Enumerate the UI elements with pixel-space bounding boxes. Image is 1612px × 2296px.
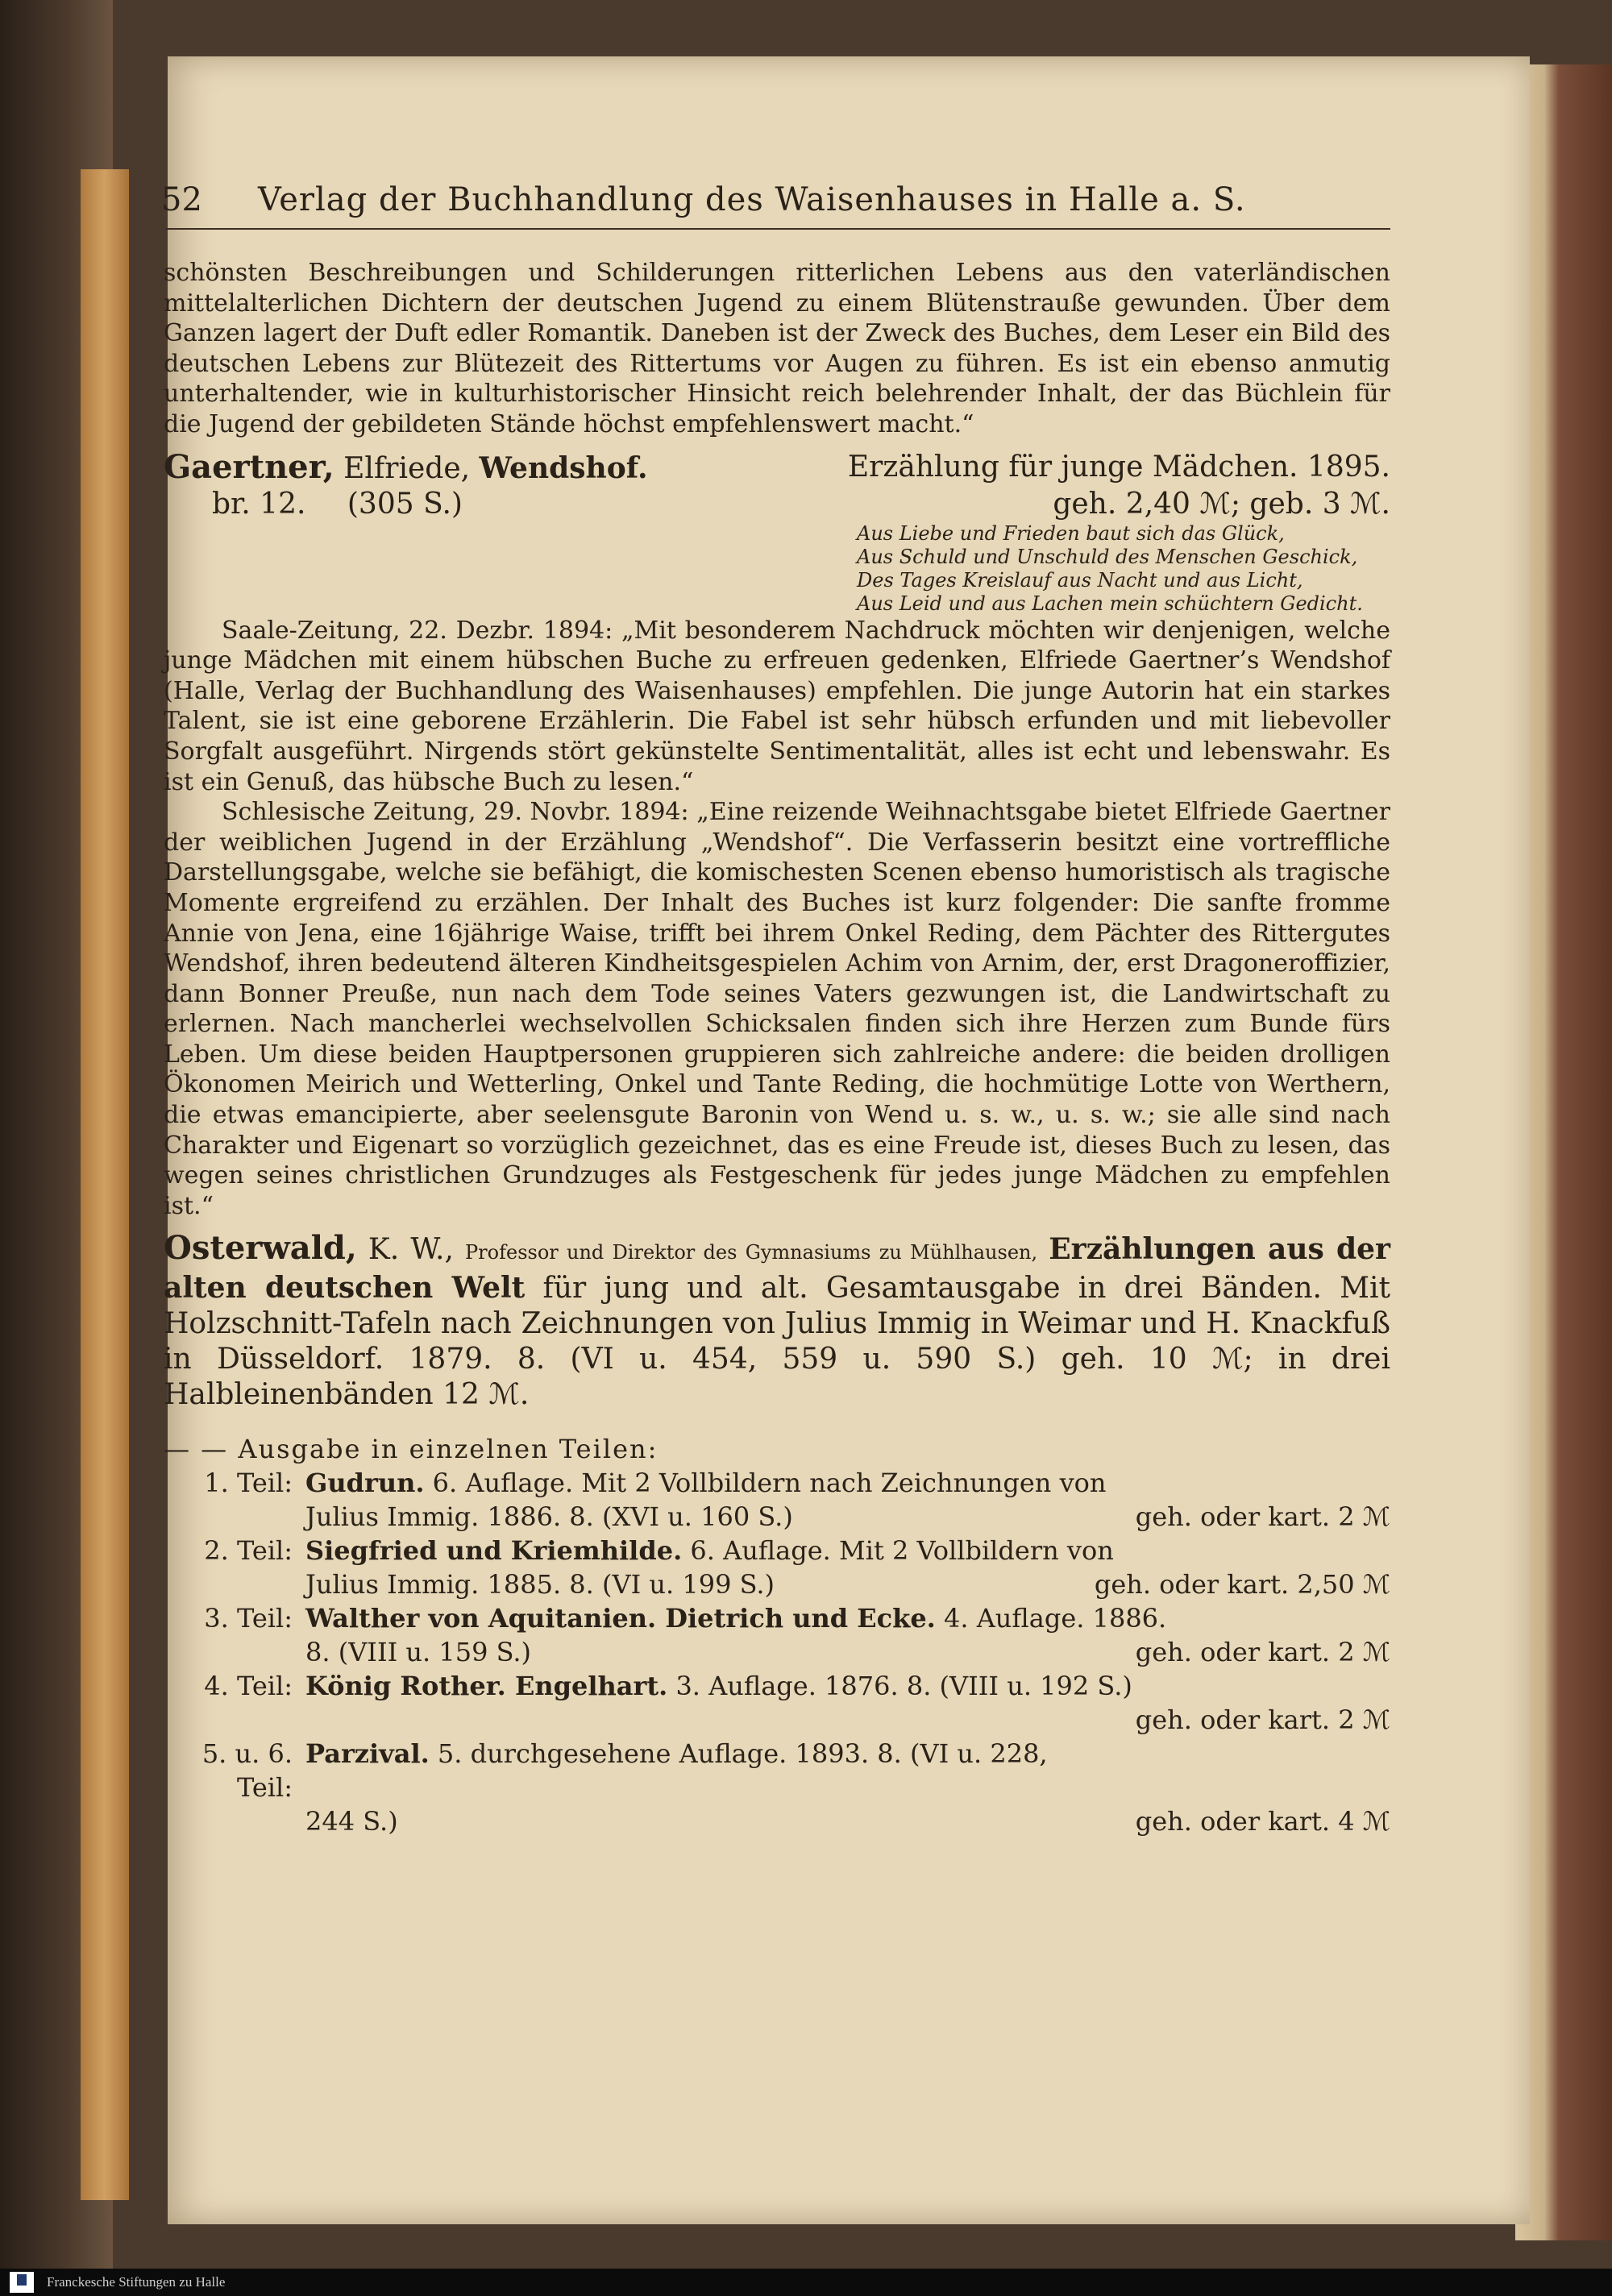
running-title: Verlag der Buchhandlung des Waisenhauses in Halle a. S. <box>258 181 1246 218</box>
parts-list <box>164 1432 1390 1838</box>
part-number: 1. Teil: <box>204 1468 293 1499</box>
entry-book-title: Erzählungen aus der alten deutschen Welt <box>164 1232 1390 1306</box>
part-detail-line2: 8. (VIII u. 159 S.) <box>305 1637 532 1668</box>
list-item <box>164 1534 1390 1601</box>
motto-verse <box>857 522 1390 616</box>
entry-description: für jung und alt. Gesamtausgabe in drei Bänden. Mit Holzschnitt-Tafeln nach Zeichnungen von Julius Immig in Weimar und H. Knackfuß in Düsseldorf. 1879. 8. (VI u. 454, 559 u. 590 S.) geh. 10 ℳ; in drei Halbleinenbänden 12 ℳ. <box>164 1272 1390 1412</box>
motto-line: Des Tages Kreislauf aus Nacht und aus Licht, <box>857 568 1303 592</box>
part-title: Parzival. <box>305 1738 430 1770</box>
part-title: König Rother. Engelhart. <box>305 1671 668 1702</box>
part-detail-line2: Julius Immig. 1885. 8. (VI u. 199 S.) <box>305 1569 775 1601</box>
osterwald-entry <box>164 1231 1390 1413</box>
part-price: geh. oder kart. 2 ℳ <box>1135 1501 1390 1533</box>
part-title: Gudrun. <box>305 1468 425 1499</box>
institution-label: Franckesche Stiftungen zu Halle <box>47 2274 226 2290</box>
archive-footer <box>0 2269 1612 2296</box>
entry-subtitle: Erzählung für junge Mädchen. <box>847 450 1298 484</box>
part-detail: 6. Auflage. Mit 2 Vollbildern von <box>690 1535 1114 1567</box>
part-title: Walther von Aquitanien. Dietrich und Ecke. <box>305 1603 936 1634</box>
part-detail-line2: Julius Immig. 1886. 8. (XVI u. 160 S.) <box>305 1501 793 1533</box>
parts-subheading: — — Ausgabe in einzelnen Teilen: <box>164 1434 659 1465</box>
part-detail: 6. Auflage. Mit 2 Vollbildern nach Zeichnungen von <box>432 1468 1107 1499</box>
list-item <box>164 1669 1390 1737</box>
part-number: 2. Teil: <box>204 1535 293 1567</box>
entry-pages: (305 S.) <box>347 487 463 521</box>
part-title: Siegfried und Kriemhilde. <box>305 1535 683 1567</box>
entry-first-name: Elfriede, <box>343 451 471 485</box>
gaertner-entry <box>164 447 1390 522</box>
part-price: geh. oder kart. 2 ℳ <box>1135 1637 1390 1668</box>
page-number: 52 <box>161 181 202 218</box>
header-rule <box>165 228 1390 230</box>
part-detail: 5. durchgesehene Auflage. 1893. 8. (VI u. 228, <box>437 1738 1048 1770</box>
part-number: 4. Teil: <box>204 1671 293 1702</box>
part-price: geh. oder kart. 4 ℳ <box>1135 1806 1390 1837</box>
part-detail: 3. Auflage. 1876. 8. (VIII u. 192 S.) <box>675 1671 1132 1702</box>
part-number: 3. Teil: <box>204 1603 293 1634</box>
intro-paragraph: schönsten Beschreibungen und Schilderungen ritterlichen Lebens aus den vaterländischen mittelalterlichen Dichtern der deutschen Jugend zu einem Blütenstrauße gewunden. Über dem Ganzen lagert der Duft edler Romantik. Daneben ist der Zweck des Buches, dem Leser ein Bild des deutschen Lebens zur Blütezeit des Rittertums vor Augen zu führen. Es ist ein ebenso anmutig unterhaltender, wie in kulturhistorischer Hinsicht reich belehrender Inhalt, der das Büchlein für die Jugend der gebildeten Stände höchst empfehlenswert macht.“ <box>164 259 1390 438</box>
part-detail: 4. Auflage. 1886. <box>943 1603 1167 1634</box>
part-price: geh. oder kart. 2,50 ℳ <box>1094 1569 1390 1601</box>
part-price: geh. oder kart. 2 ℳ <box>1135 1704 1390 1736</box>
entry-initials: K. W., <box>368 1233 454 1267</box>
part-number: 5. u. 6. Teil: <box>202 1738 293 1804</box>
motto-line: Aus Leid und aus Lachen mein schüchtern Gedicht. <box>857 592 1363 615</box>
entry-price: geh. 2,40 ℳ; geb. 3 ℳ. <box>1053 487 1390 521</box>
entry-author: Osterwald, <box>164 1229 357 1268</box>
book-cover-right <box>1515 64 1612 2240</box>
review-saale-zeitung: Saale-Zeitung, 22. Dezbr. 1894: „Mit besonderem Nachdruck möchten wir denjenigen, welche junge Mädchen mit einem hübschen Buche zu erfreuen gedenken, Elfriede Gaertner’s Wendshof (Halle, Verlag der Buchhandlung des Waisenhauses) empfehlen. Die junge Autorin hat ein starkes Talent, sie ist eine geborene Erzählerin. Die Fabel ist sehr hübsch erfunden und mit liebevoller Sorgfalt ausgeführt. Nirgends stört gekünstelte Sentimentalität, alles ist echt und lebenswahr. Es ist ein Genuß, das hübsche Buch zu lesen.“ <box>164 616 1390 796</box>
entry-author: Gaertner, <box>164 447 334 486</box>
list-item <box>164 1601 1390 1669</box>
running-header <box>161 181 1386 230</box>
list-item <box>164 1737 1390 1838</box>
entry-author-role: Professor und Direktor des Gymnasiums zu Mühlhausen, <box>465 1241 1038 1264</box>
entry-format: br. 12. <box>212 487 306 521</box>
page-body <box>164 258 1390 1838</box>
list-item <box>164 1466 1390 1534</box>
book-spine-edge <box>81 169 129 2200</box>
entry-year: 1895. <box>1307 450 1390 484</box>
motto-line: Aus Schuld und Unschuld des Menschen Geschick, <box>857 545 1358 568</box>
review-schlesische-zeitung: Schlesische Zeitung, 29. Novbr. 1894: „Eine reizende Weihnachtsgabe bietet Elfriede Gaertner der weiblichen Jugend in der Erzählung „Wendshof“. Die Verfasserin besitzt eine vortreffliche Darstellungsgabe, welche sie befähigt, die komischesten Scenen ebenso humoristisch als tragische Momente ergreifend zu erzählen. Der Inhalt des Buches ist kurz folgender: Die sanfte fromme Annie von Jena, eine 16jährige Waise, trifft bei ihrem Onkel Reding, dem Pächter des Rittergutes Wendshof, ihren bedeutend älteren Kindheitsgespielen Achim von Arnim, der, erst Dragoneroffizier, dann Bonner Preuße, nun nach dem Tode seines Vaters gezwungen ist, die Landwirtschaft zu erlernen. Nach mancherlei wechselvollen Schicksalen finden sich ihre Herzen zum Bunde fürs Leben. Um diese beiden Hauptpersonen gruppieren sich zahlreiche andere: die beiden drolligen Ökonomen Meirich und Wetterling, Onkel und Tante Reding, die hochmütige Lotte von Werthern, die etwas emancipierte, aber seelensgute Baronin von Wend u. s. w., u. s. w.; sie alle sind nach Charakter und Eigenart so vorzüglich gezeichnet, das es eine Freude ist, dieses Buch zu lesen, das wegen seines christlichen Grundzuges als Festgeschenk für jedes junge Mädchen zu empfehlen ist.“ <box>164 798 1390 1220</box>
motto-line: Aus Liebe und Frieden baut sich das Glück, <box>857 521 1285 545</box>
part-detail-line2: 244 S.) <box>305 1806 398 1837</box>
entry-book-title: Wendshof. <box>479 450 648 485</box>
institution-logo-icon <box>10 2272 34 2293</box>
